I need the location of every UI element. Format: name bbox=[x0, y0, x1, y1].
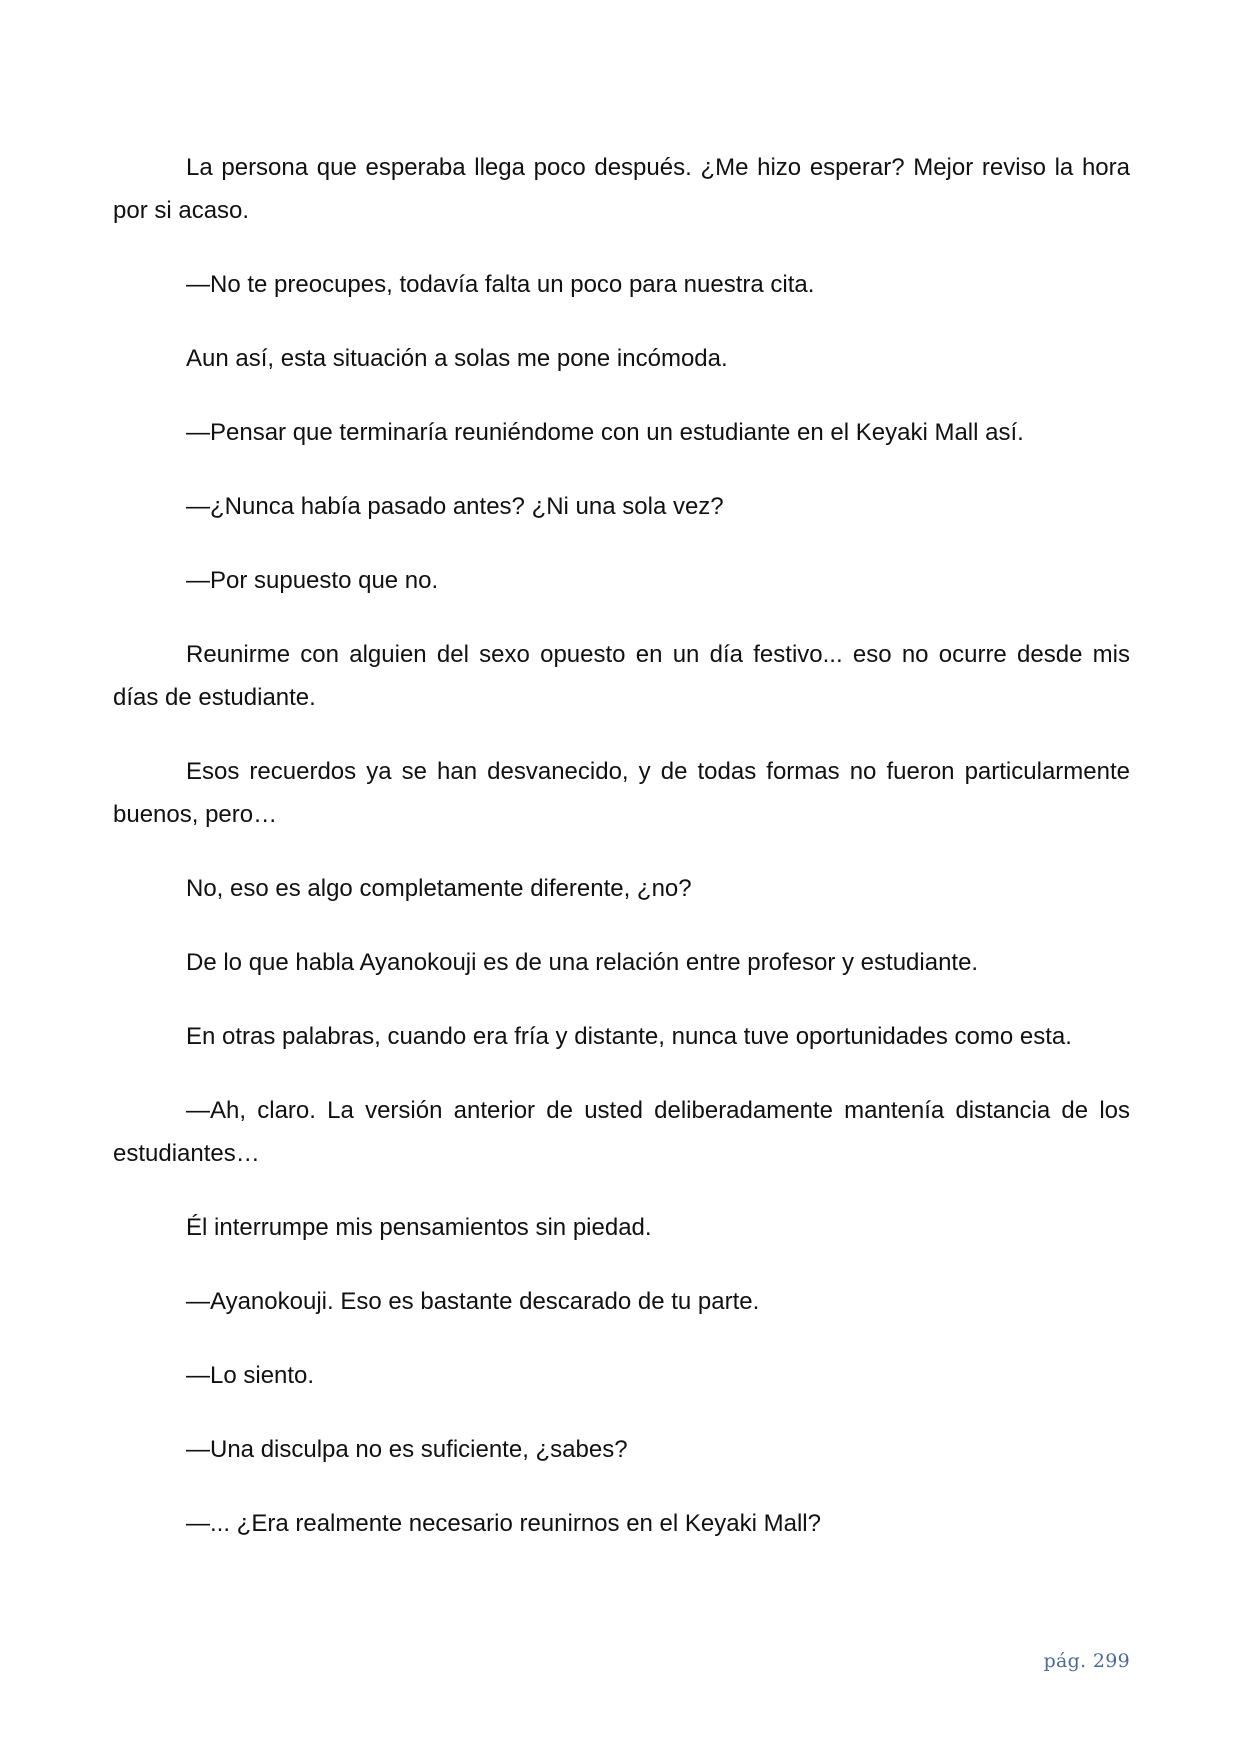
paragraph: En otras palabras, cuando era fría y distante, nunca tuve oportunidades como esta. bbox=[186, 1023, 1072, 1050]
paragraph: Reunirme con alguien del sexo opuesto en un día festivo... eso no ocurre desde mis días de estudiante. bbox=[113, 641, 1130, 711]
paragraph: De lo que habla Ayanokouji es de una relación entre profesor y estudiante. bbox=[186, 949, 979, 976]
paragraph: —... ¿Era realmente necesario reunirnos en el Keyaki Mall? bbox=[186, 1510, 821, 1537]
paragraph: Él interrumpe mis pensamientos sin piedad. bbox=[186, 1214, 652, 1241]
paragraph: —Ayanokouji. Eso es bastante descarado de tu parte. bbox=[186, 1288, 760, 1315]
paragraph: —Pensar que terminaría reuniéndome con un estudiante en el Keyaki Mall así. bbox=[186, 419, 1024, 446]
paragraph: —¿Nunca había pasado antes? ¿Ni una sola vez? bbox=[186, 493, 724, 520]
paragraph: —Una disculpa no es suficiente, ¿sabes? bbox=[186, 1436, 628, 1463]
paragraph: —Por supuesto que no. bbox=[186, 567, 439, 594]
paragraph: La persona que esperaba llega poco después. ¿Me hizo esperar? Mejor reviso la hora por si acaso. bbox=[113, 154, 1130, 224]
paragraph: No, eso es algo completamente diferente, ¿no? bbox=[186, 875, 692, 902]
paragraph: Aun así, esta situación a solas me pone incómoda. bbox=[186, 345, 728, 372]
paragraph: Esos recuerdos ya se han desvanecido, y de todas formas no fueron particularmente buenos, pero… bbox=[113, 758, 1130, 828]
body-text bbox=[113, 146, 1130, 1576]
paragraph: —No te preocupes, todavía falta un poco para nuestra cita. bbox=[186, 271, 815, 298]
page-number: pág. 299 bbox=[1043, 1650, 1130, 1672]
paragraph: —Lo siento. bbox=[186, 1362, 315, 1389]
paragraph: —Ah, claro. La versión anterior de usted deliberadamente mantenía distancia de los estudiantes… bbox=[113, 1097, 1130, 1167]
